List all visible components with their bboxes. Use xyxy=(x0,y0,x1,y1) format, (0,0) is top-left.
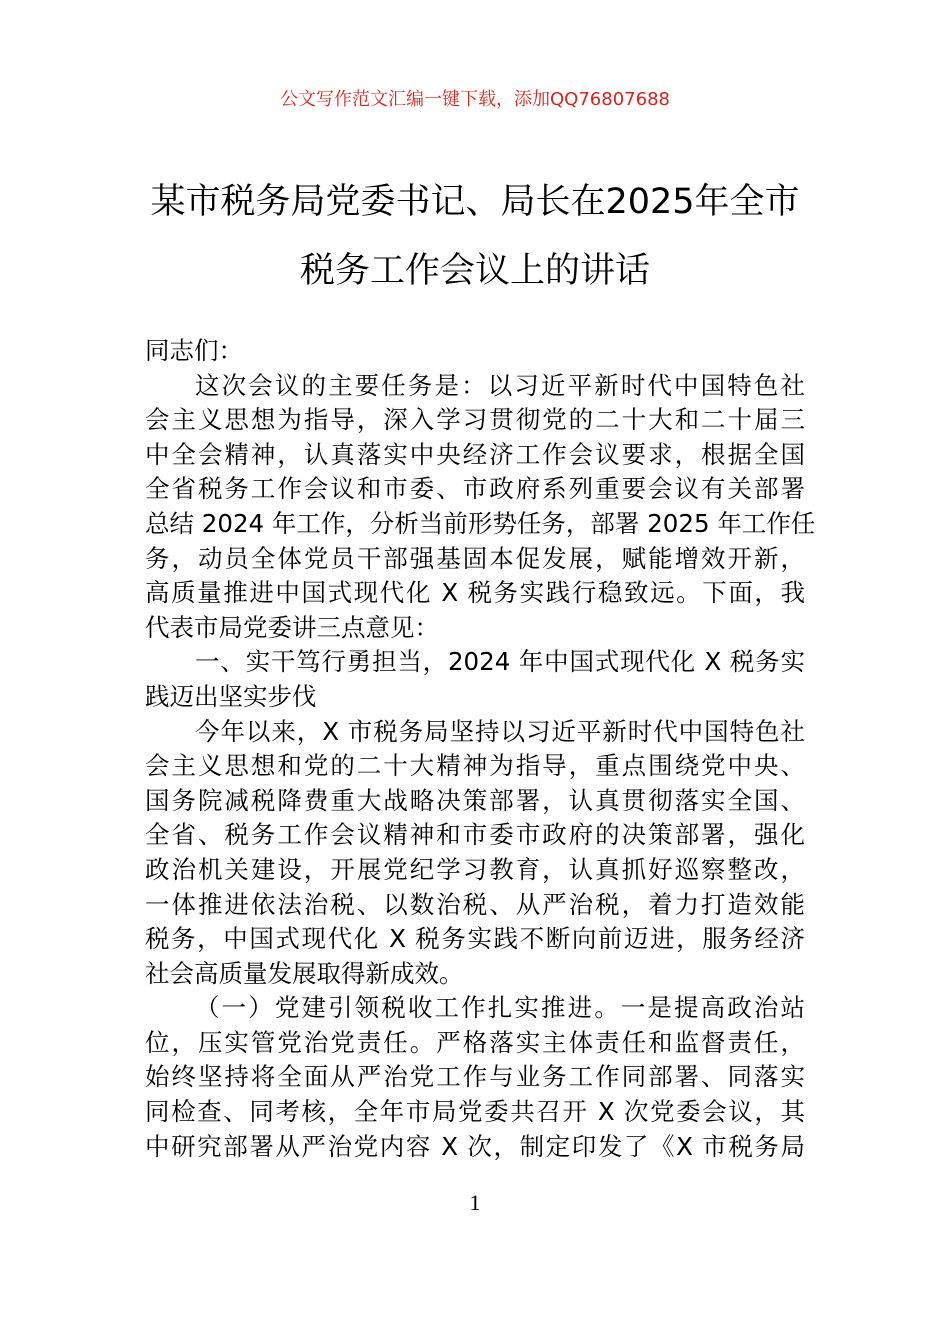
text-line: （一）党建引领税收工作扎实推进。一是提高政治站 xyxy=(195,993,805,1023)
text-line: 今年以来，X 市税务局坚持以习近平新时代中国特色社 xyxy=(195,716,805,746)
text-line: 务，动员全体党员干部强基固本促发展，赋能增效开新， xyxy=(145,543,805,573)
paragraph xyxy=(145,369,816,646)
text-line: 税务，中国式现代化 X 税务实践不断向前迈进，服务经济 xyxy=(145,924,805,954)
text-line: 政治机关建设，开展党纪学习教育，认真抓好巡察整改， xyxy=(145,854,805,884)
text-line: 中研究部署从严治党内容 X 次，制定印发了《X 市税务局 xyxy=(145,1131,805,1161)
text-line: 位，压实管党治党责任。严格落实主体责任和监督责任， xyxy=(145,1027,805,1057)
text-line: 代表市局党委讲三点意见： xyxy=(145,612,439,642)
document-body xyxy=(145,334,816,1164)
paragraph xyxy=(145,991,805,1164)
text-line: 会主义思想和党的二十大精神为指导，重点围绕党中央、 xyxy=(145,751,805,781)
text-line: 社会高质量发展取得新成效。 xyxy=(145,958,464,988)
paragraph xyxy=(145,645,805,714)
text-line: 同志们： xyxy=(145,336,243,365)
text-line: 全省、税务工作会议精神和市委市政府的决策部署，强化 xyxy=(145,820,805,850)
page-number: 1 xyxy=(469,1190,481,1215)
text-line: 总结 2024 年工作，分析当前形势任务，部署 2025 年工作任 xyxy=(145,508,816,538)
document-title-line-2: 税务工作会议上的讲话 xyxy=(299,251,650,291)
text-line: 会主义思想为指导，深入学习贯彻党的二十大和二十届三 xyxy=(145,405,805,435)
text-line: 一、实干笃行勇担当，2024 年中国式现代化 X 税务实 xyxy=(195,647,805,677)
text-line: 全省税务工作会议和市委、市政府系列重要会议有关部署 xyxy=(145,474,805,504)
document-title-line-1: 某市税务局党委书记、局长在2025年全市 xyxy=(150,182,800,222)
paragraph xyxy=(145,715,805,992)
text-line: 高质量推进中国式现代化 X 税务实践行稳致远。下面，我 xyxy=(145,578,805,608)
paragraph xyxy=(145,334,805,369)
text-line: 始终坚持将全面从严治党工作与业务工作同部署、同落实 xyxy=(145,1062,805,1092)
text-line: 同检查、同考核，全年市局党委共召开 X 次党委会议，其 xyxy=(145,1097,805,1127)
text-line: 一体推进依法治税、以数治税、从严治税，着力打造效能 xyxy=(145,889,805,919)
download-banner: 公文写作范文汇编一键下载，添加QQ76807688 xyxy=(280,89,670,110)
text-line: 中全会精神，认真落实中央经济工作会议要求，根据全国 xyxy=(145,439,805,469)
text-line: 国务院减税降费重大战略决策部署，认真贯彻落实全国、 xyxy=(145,785,805,815)
text-line: 这次会议的主要任务是：以习近平新时代中国特色社 xyxy=(195,370,805,400)
text-line: 践迈出坚实步伐 xyxy=(145,681,317,711)
